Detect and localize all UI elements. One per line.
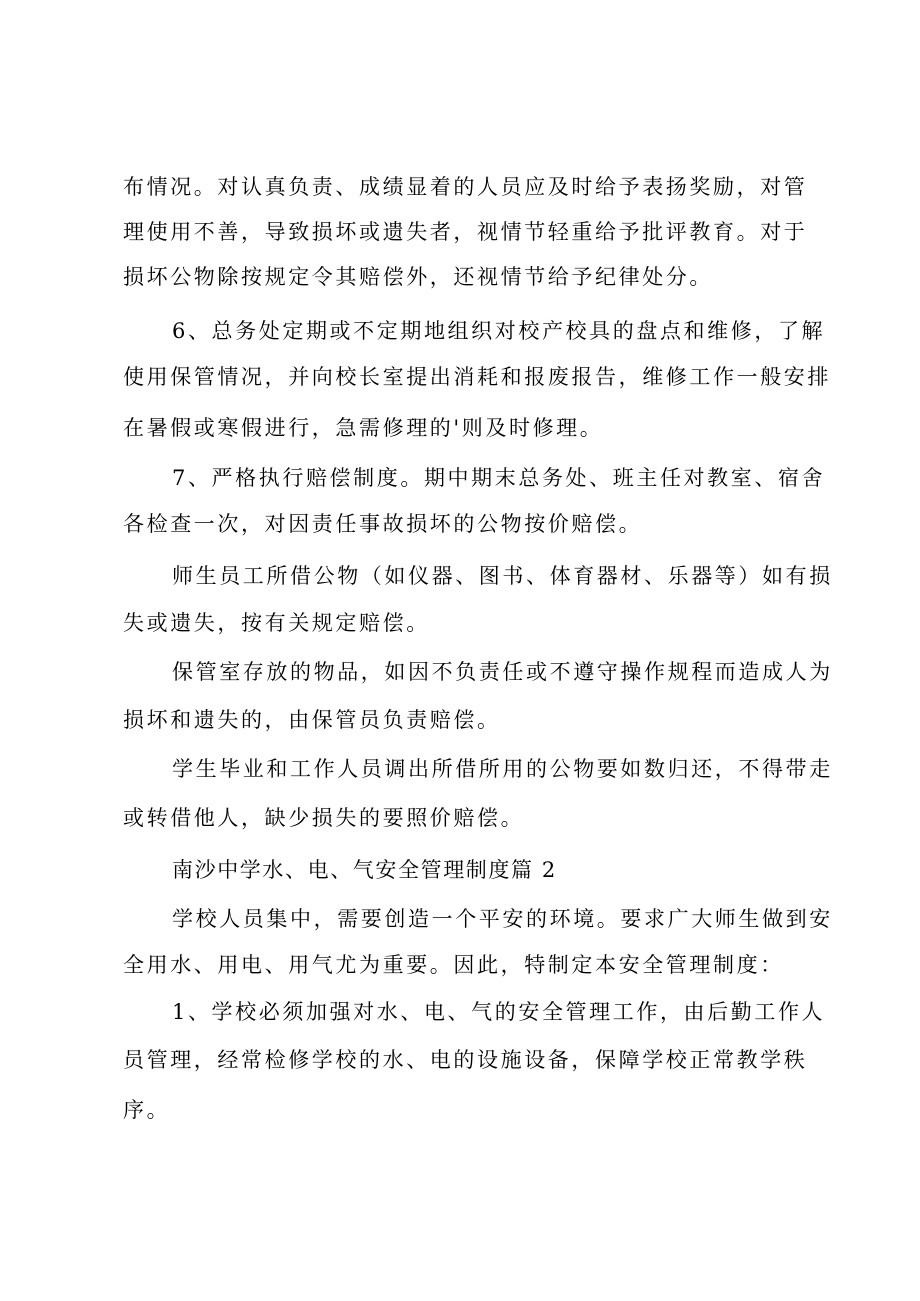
- text-line: 6、总务处定期或不定期地组织对校产校具的盘点和维修，了解: [172, 319, 826, 343]
- text-line: 学校人员集中，需要创造一个平安的环境。要求广大师生做到安: [172, 907, 833, 931]
- text-line: 7、严格执行赔偿制度。期中期末总务处、班主任对教室、宿舍: [172, 466, 826, 490]
- text-line: 失或遗失，按有关规定赔偿。: [123, 611, 430, 635]
- text-line: 或转借他人，缺少损失的要照价赔偿。: [123, 806, 525, 830]
- text-line: 学生毕业和工作人员调出所借所用的公物要如数归还，不得带走: [172, 757, 833, 781]
- text-line: 损坏公物除按规定令其赔偿外，还视情节给予纪律处分。: [123, 265, 713, 289]
- section-title-text: 南沙中学水、电、气安全管理制度篇 2: [172, 858, 557, 882]
- text-line: 损坏和遗失的，由保管员负责赔偿。: [123, 708, 501, 732]
- text-line: 全用水、用电、用气尤为重要。因此，特制定本安全管理制度：: [123, 953, 784, 977]
- text-line: 布情况。对认真负责、成绩显着的人员应及时给予表扬奖励，对管: [123, 175, 808, 199]
- text-line: 1、学校必须加强对水、电、气的安全管理工作，由后勤工作人: [172, 1000, 826, 1024]
- text-line: 序。: [123, 1098, 171, 1122]
- text-line: 员管理，经常检修学校的水、电的设施设备，保障学校正常教学秩: [123, 1048, 808, 1072]
- text-line: 各检查一次，对因责任事故损坏的公物按价赔偿。: [123, 512, 643, 536]
- text-line: 使用保管情况，并向校长室提出消耗和报废报告，维修工作一般安排: [123, 365, 831, 389]
- text-line: 保管室存放的物品，如因不负责任或不遵守操作规程而造成人为: [172, 660, 833, 684]
- text-line: 师生员工所借公物（如仪器、图书、体育器材、乐器等）如有损: [172, 564, 833, 588]
- text-line: 理使用不善，导致损坏或遗失者，视情节轻重给予批评教育。对于: [123, 220, 808, 244]
- text-line: 在暑假或寒假进行，急需修理的'则及时修理。: [123, 416, 604, 440]
